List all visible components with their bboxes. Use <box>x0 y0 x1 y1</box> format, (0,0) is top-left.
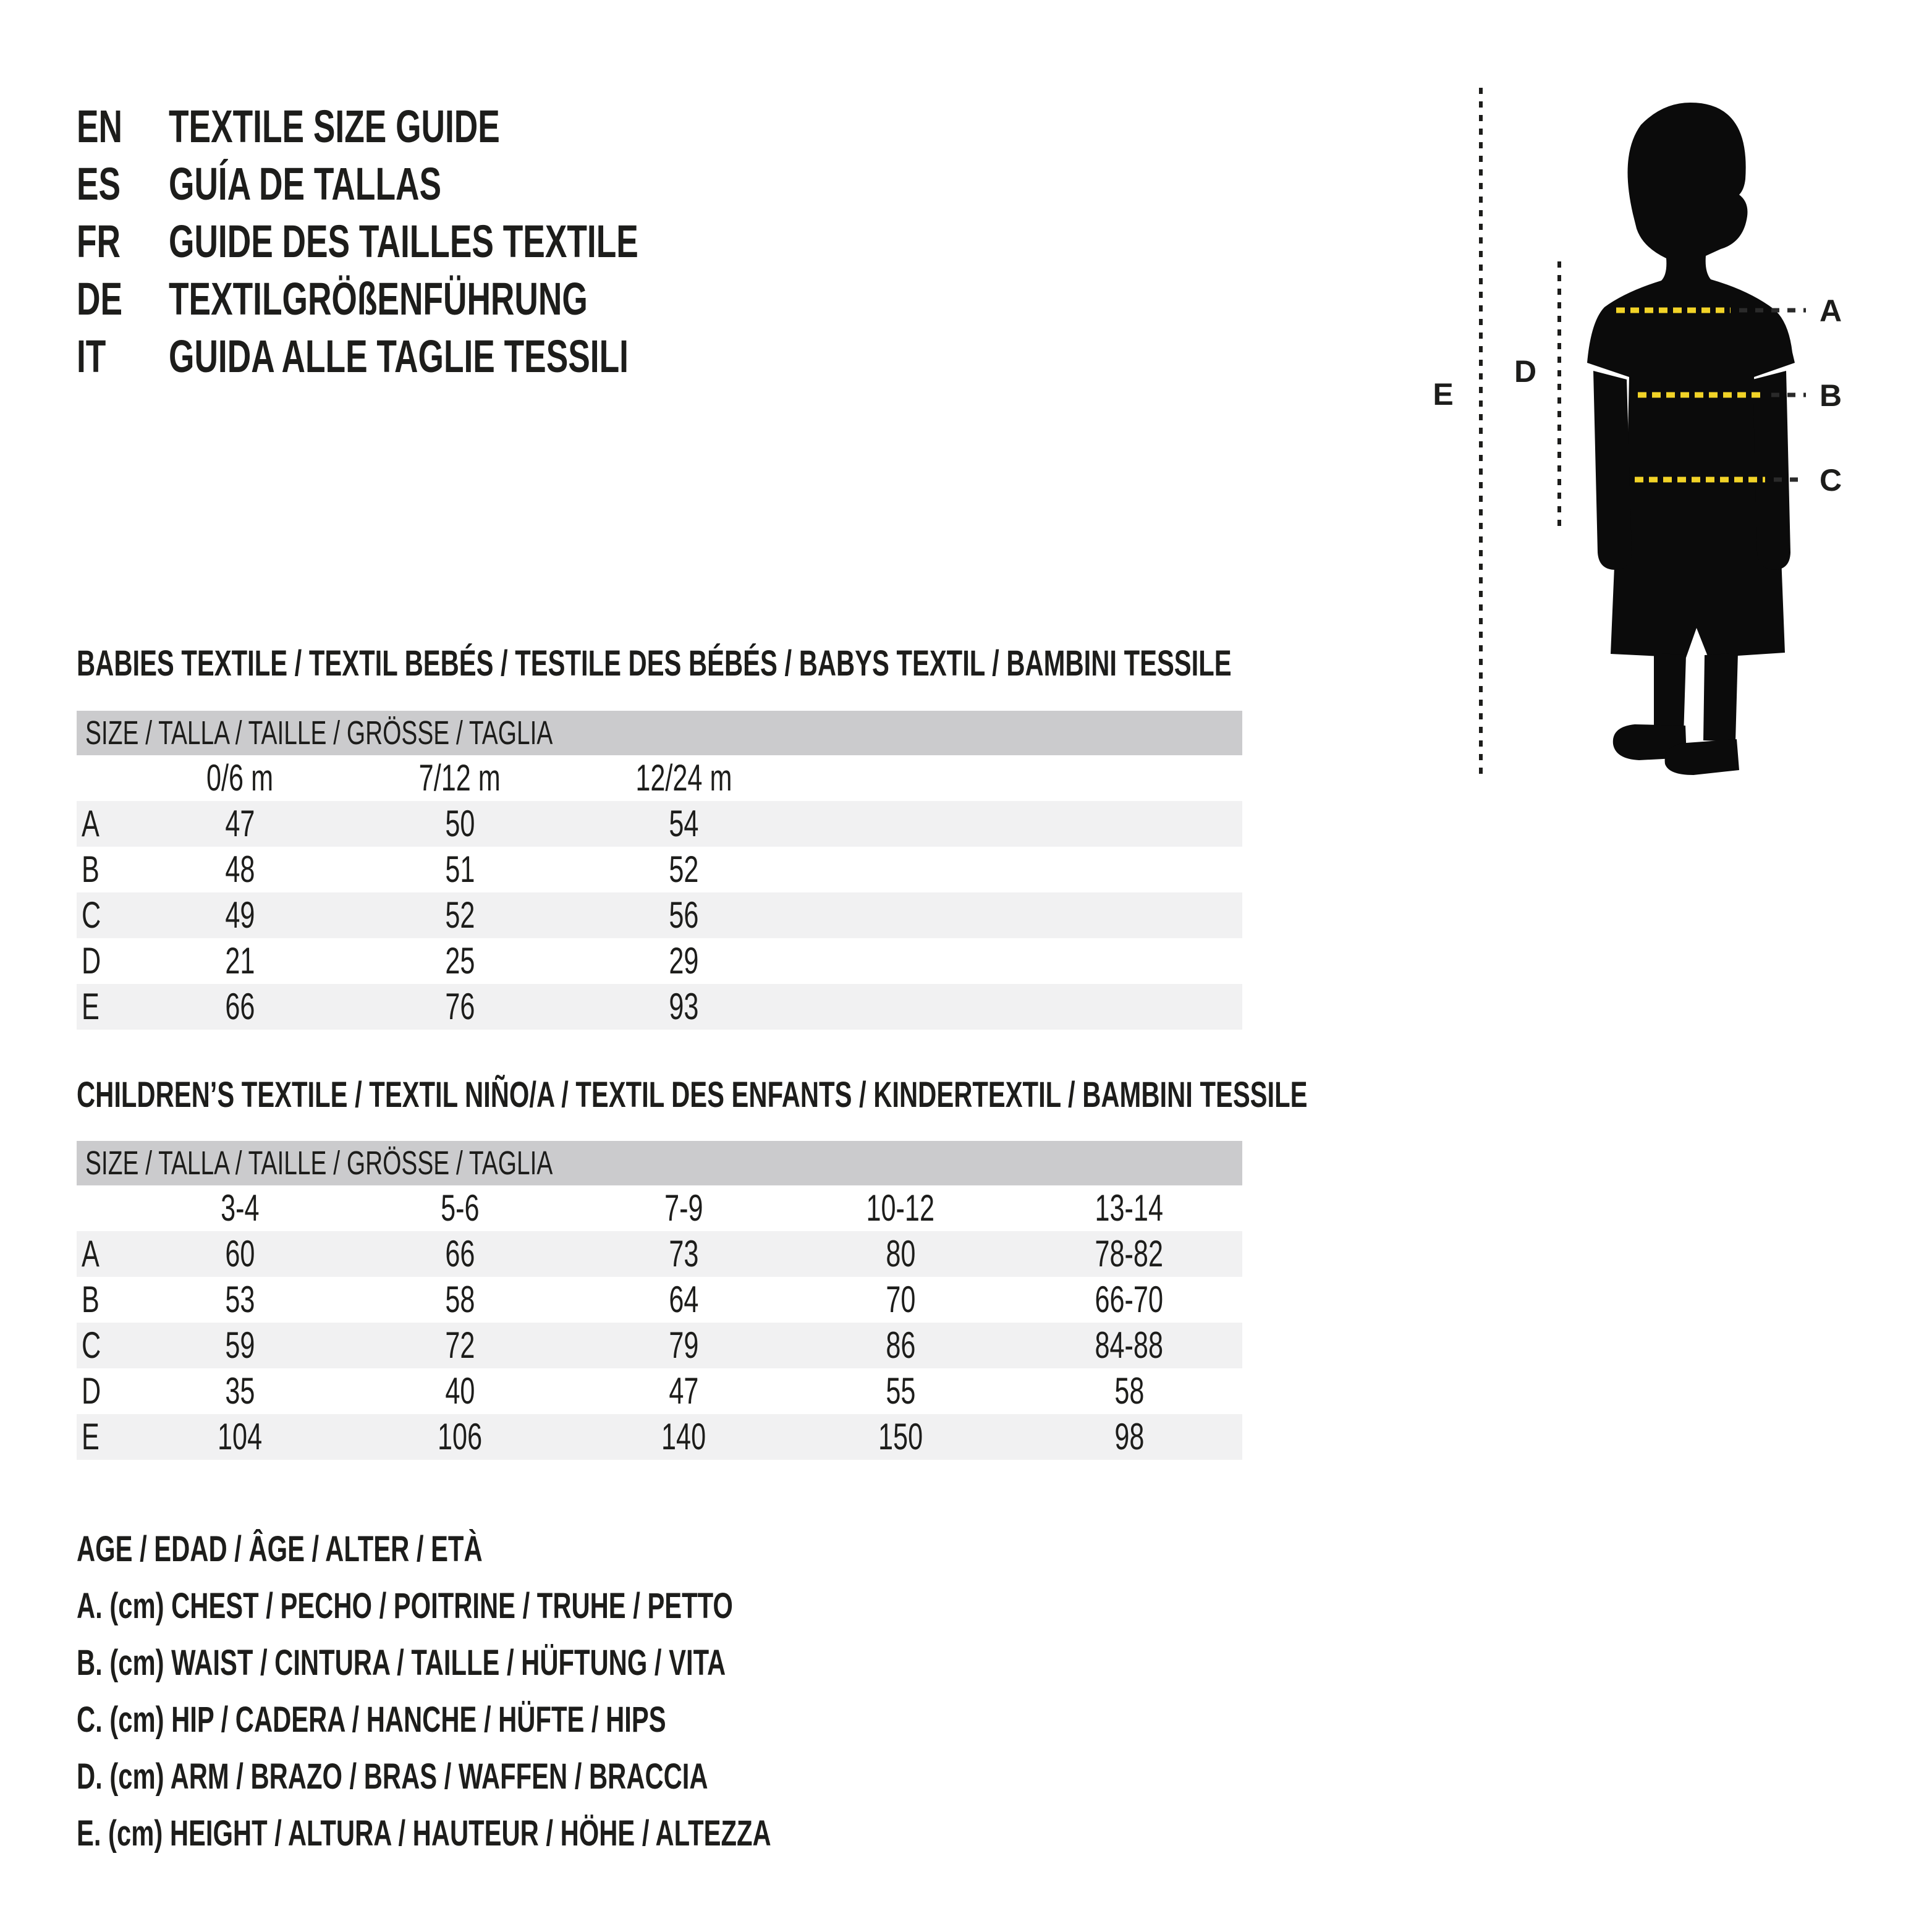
cell-value: 52 <box>444 894 475 936</box>
cell-value: 49 <box>224 894 255 936</box>
legend-line-waist: B. (cm) WAIST / CINTURA / TAILLE / HÜFTUNG / VITA <box>77 1643 726 1683</box>
size-header-label: SIZE / TALLA / TAILLE / GRÖSSE / TAGLIA <box>85 1145 553 1182</box>
cell-value: 64 <box>668 1279 699 1320</box>
measurement-diagram <box>1415 62 1932 803</box>
table-row-d <box>77 1368 1242 1414</box>
babies-column-header-row <box>77 755 1242 801</box>
guide-title-en: TEXTILE SIZE GUIDE <box>169 101 500 152</box>
language-code: ES <box>77 158 121 210</box>
table-row-b <box>77 1277 1242 1323</box>
marker-label-b: B <box>1819 378 1842 413</box>
cell-value: 58 <box>1114 1370 1145 1412</box>
cell-value: 98 <box>1114 1416 1145 1457</box>
cell-value: 80 <box>885 1233 916 1274</box>
row-label: E <box>82 986 100 1027</box>
column-header: 5-6 <box>440 1187 480 1229</box>
cell-value: 70 <box>885 1279 916 1320</box>
cell-value: 84-88 <box>1095 1324 1164 1366</box>
cell-value: 93 <box>668 986 699 1027</box>
cell-value: 48 <box>224 849 255 890</box>
cell-value: 150 <box>878 1416 923 1457</box>
row-label: D <box>82 940 101 981</box>
cell-value: 66 <box>224 986 255 1027</box>
cell-value: 47 <box>224 803 255 844</box>
cell-value: 35 <box>224 1370 255 1412</box>
row-label: C <box>82 1324 101 1366</box>
table-row-d <box>77 938 1242 984</box>
cell-value: 50 <box>444 803 475 844</box>
table-row-c <box>77 1323 1242 1368</box>
row-label: A <box>82 803 100 844</box>
babies-size-table <box>77 711 1242 1031</box>
cell-value: 51 <box>444 849 475 890</box>
cell-value: 47 <box>668 1370 699 1412</box>
marker-label-c: C <box>1819 463 1842 498</box>
table-row-a <box>77 801 1242 847</box>
cell-value: 60 <box>224 1233 255 1274</box>
babies-size-header-bar <box>77 711 1242 755</box>
language-code: EN <box>77 101 123 152</box>
cell-value: 59 <box>224 1324 255 1366</box>
row-label: C <box>82 894 101 936</box>
cell-value: 76 <box>444 986 475 1027</box>
language-code: FR <box>77 216 121 267</box>
cell-value: 66-70 <box>1095 1279 1164 1320</box>
row-label: E <box>82 1416 100 1457</box>
column-header: 12/24 m <box>635 757 732 799</box>
guide-title-fr: GUIDE DES TAILLES TEXTILE <box>169 216 638 267</box>
cell-value: 66 <box>444 1233 475 1274</box>
children-size-table <box>77 1141 1242 1461</box>
cell-value: 25 <box>444 940 475 981</box>
marker-label-d: D <box>1514 354 1537 389</box>
table-row-e <box>77 1414 1242 1460</box>
children-section-title: CHILDREN’S TEXTILE / TEXTIL NIÑO/A / TEXTIL DES ENFANTS / KINDERTEXTIL / BAMBINI TESSILE <box>77 1075 1308 1115</box>
guide-title-de: TEXTILGRÖßENFÜHRUNG <box>169 273 588 324</box>
column-header: 7-9 <box>664 1187 703 1229</box>
children-size-header-bar <box>77 1141 1242 1185</box>
legend-line-height: E. (cm) HEIGHT / ALTURA / HAUTEUR / HÖHE / ALTEZZA <box>77 1813 771 1854</box>
marker-label-e: E <box>1433 377 1454 412</box>
measurement-legend <box>77 1521 1041 1862</box>
babies-section-title: BABIES TEXTILE / TEXTIL BEBÉS / TESTILE DES BÉBÉS / BABYS TEXTIL / BAMBINI TESSILE <box>77 643 1232 684</box>
cell-value: 86 <box>885 1324 916 1366</box>
cell-value: 58 <box>444 1279 475 1320</box>
language-code: DE <box>77 273 123 324</box>
cell-value: 53 <box>224 1279 255 1320</box>
children-column-header-row <box>77 1185 1242 1231</box>
row-label: B <box>82 1279 100 1320</box>
cell-value: 72 <box>444 1324 475 1366</box>
row-label: D <box>82 1370 101 1412</box>
legend-line-hip: C. (cm) HIP / CADERA / HANCHE / HÜFTE / HIPS <box>77 1700 666 1740</box>
cell-value: 55 <box>885 1370 916 1412</box>
cell-value: 52 <box>668 849 699 890</box>
table-row-c <box>77 892 1242 938</box>
legend-line-arm: D. (cm) ARM / BRAZO / BRAS / WAFFEN / BRACCIA <box>77 1756 708 1797</box>
cell-value: 40 <box>444 1370 475 1412</box>
marker-label-a: A <box>1819 294 1842 328</box>
cell-value: 21 <box>224 940 255 981</box>
table-row-b <box>77 847 1242 892</box>
row-label: B <box>82 849 100 890</box>
guide-title-it: GUIDA ALLE TAGLIE TESSILI <box>169 331 629 382</box>
cell-value: 29 <box>668 940 699 981</box>
cell-value: 104 <box>217 1416 263 1457</box>
cell-value: 54 <box>668 803 699 844</box>
legend-line-chest: A. (cm) CHEST / PECHO / POITRINE / TRUHE / PETTO <box>77 1586 733 1626</box>
cell-value: 79 <box>668 1324 699 1366</box>
column-header: 7/12 m <box>418 757 501 799</box>
table-row-e <box>77 984 1242 1030</box>
column-header: 13-14 <box>1095 1187 1164 1229</box>
cell-value: 73 <box>668 1233 699 1274</box>
cell-value: 106 <box>437 1416 483 1457</box>
column-header: 0/6 m <box>206 757 274 799</box>
legend-line-age: AGE / EDAD / ÂGE / ALTER / ETÀ <box>77 1529 483 1569</box>
language-code: IT <box>77 331 106 382</box>
cell-value: 140 <box>661 1416 706 1457</box>
column-header: 10-12 <box>866 1187 935 1229</box>
row-label: A <box>82 1233 100 1274</box>
table-row-a <box>77 1231 1242 1277</box>
column-header: 3-4 <box>220 1187 260 1229</box>
cell-value: 78-82 <box>1095 1233 1164 1274</box>
guide-title-es: GUÍA DE TALLAS <box>169 158 442 210</box>
size-header-label: SIZE / TALLA / TAILLE / GRÖSSE / TAGLIA <box>85 714 553 752</box>
cell-value: 56 <box>668 894 699 936</box>
